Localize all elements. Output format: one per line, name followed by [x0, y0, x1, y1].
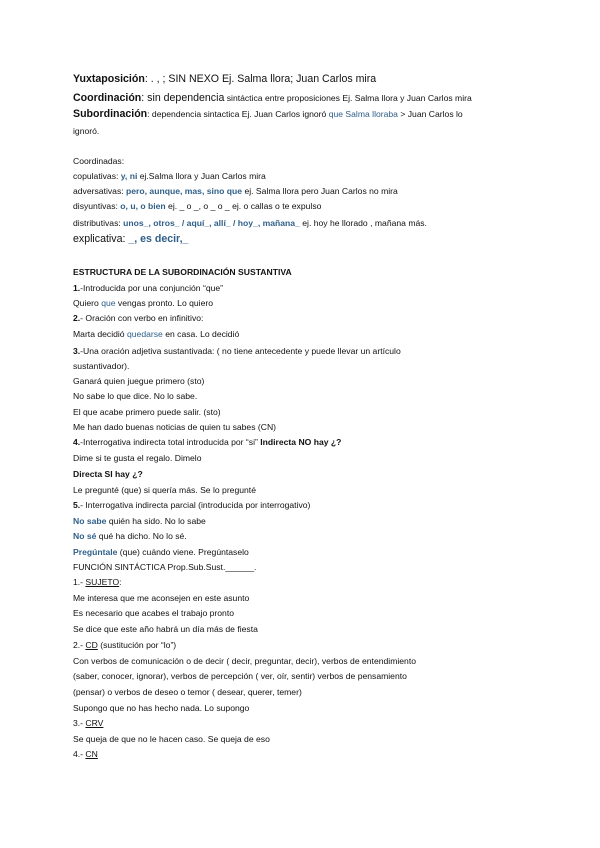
funcion-number: 1.- — [73, 577, 86, 587]
item-4-number: 4. — [73, 437, 81, 447]
item-2-text: - Oración con verbo en infinitivo: — [80, 313, 204, 323]
funcion-label: SUJETO — [85, 577, 120, 587]
funcion-text: (sustitución por “lo”) — [97, 640, 177, 650]
subordinacion-line — [73, 108, 463, 121]
item-5-example-1 — [73, 516, 206, 527]
coordinacion-label: Coordinación — [73, 92, 142, 104]
copulativas-conj: y, ni — [120, 171, 138, 181]
coordinadas-title: Coordinadas: — [73, 156, 125, 166]
item-1-number: 1. — [73, 283, 81, 293]
adversativas-conj: pero, aunque, mas, sino que — [126, 186, 243, 196]
explicativa-label: explicativa: — [73, 233, 129, 245]
item-2-example — [73, 329, 239, 340]
sujeto-example-1: Me interesa que me aconsejen en este asunto — [73, 593, 250, 603]
distributivas-label: distributivas: — [73, 218, 124, 228]
item-3-example-1: Ganará quien juegue primero (sto) — [73, 376, 205, 386]
item-2-number: 2. — [73, 313, 81, 323]
cd-description-1: Con verbos de comunicación o de decir ( decir, preguntar, decir), verbos de entendimiento — [73, 656, 416, 666]
example-text: (que) cuándo viene. Pregúntaselo — [117, 547, 249, 557]
item-4-example: Dime si te gusta el regalo. Dimelo — [73, 453, 202, 463]
item-3-example-4: Me han dado buenas noticias de quien tu sabes (CN) — [73, 422, 277, 432]
item-3-example-2: No sabe lo que dice. No lo sabe. — [73, 391, 198, 401]
item-3-example-3: El que acabe primero puede salir. (sto) — [73, 407, 221, 417]
funcion-label: CRV — [85, 718, 104, 728]
example-text: Quiero — [73, 298, 102, 308]
item-3-number: 3. — [73, 346, 81, 356]
directa-heading: Directa SI hay ¿? — [73, 469, 143, 479]
item-1-text: -Introducida por una conjunción “que” — [80, 283, 224, 293]
example-highlight: No sabe — [73, 516, 107, 526]
yuxtaposicion-line — [73, 73, 376, 86]
funcion-number: 4.- — [73, 749, 86, 759]
adversativas-line — [73, 186, 398, 197]
yuxtaposicion-label: Yuxtaposición — [73, 73, 145, 85]
directa-example: Le pregunté (que) si quería más. Se lo pregunté — [73, 485, 256, 495]
example-text: vengas pronto. Lo quiero — [115, 298, 213, 308]
item-5 — [73, 500, 310, 511]
funcion-crv — [73, 718, 103, 729]
subordinacion-example-highlight: que Salma lloraba — [328, 109, 398, 119]
item-5-example-3 — [73, 547, 249, 558]
disyuntivas-label: disyuntivas: — [73, 201, 121, 211]
cd-description-2: (saber, conocer, ignorar), verbos de percepción ( ver, oír, sentir) verbos de pensamiento — [73, 671, 407, 681]
funcion-cn — [73, 749, 98, 760]
sujeto-example-3: Se dice que este año habrá un día más de fiesta — [73, 624, 258, 634]
funcion-number: 3.- — [73, 718, 86, 728]
disyuntivas-conj: o, u, o bien — [120, 201, 166, 211]
explicativa-conj: _, es decir,_ — [128, 233, 189, 245]
item-4-text: -Interrogativa indirecta total introducida por “si” — [80, 437, 261, 447]
sujeto-example-2: Es necesario que acabes el trabajo pronto — [73, 608, 234, 618]
funcion-number: 2.- — [73, 640, 86, 650]
cd-description-3: (pensar) o verbos de deseo o temor ( desear, querer, temer) — [73, 687, 302, 697]
item-5-number: 5. — [73, 500, 81, 510]
subordinacion-line-2: ignoró. — [73, 126, 100, 136]
coordinacion-line — [73, 92, 472, 105]
funcion-label: CN — [85, 749, 98, 759]
adversativas-example: ej. Salma llora pero Juan Carlos no mira — [242, 186, 398, 196]
adversativas-label: adversativas: — [73, 186, 127, 196]
distributivas-conj: unos_, otros_ / aquí_, allí_ / hoy_, mañana_ — [123, 218, 300, 228]
estructura-title: ESTRUCTURA DE LA SUBORDINACIÓN SUSTANTIVA — [73, 267, 292, 277]
example-highlight: No sé — [73, 531, 97, 541]
yuxtaposicion-text: : . , ; SIN NEXO Ej. Salma llora; Juan Carlos mira — [144, 73, 377, 85]
coordinacion-text: sintáctica entre proposiciones Ej. Salma llora y Juan Carlos mira — [224, 93, 472, 103]
subordinacion-label: Subordinación — [73, 108, 148, 120]
example-text: qué ha dicho. No lo sé. — [96, 531, 187, 541]
distributivas-line — [73, 218, 427, 229]
item-5-example-2 — [73, 531, 187, 542]
item-1-example — [73, 298, 213, 309]
funcion-label: CD — [85, 640, 98, 650]
example-text: Marta decidió — [73, 329, 127, 339]
disyuntivas-line — [73, 201, 321, 212]
funcion-sintactica: FUNCIÓN SINTÁCTICA Prop.Sub.Sust.______. — [73, 562, 257, 572]
item-3-text: -Una oración adjetiva sustantivada: ( no tiene antecedente y puede llevar un artículo — [80, 346, 401, 356]
funcion-cd — [73, 640, 176, 651]
coordinacion-mid: : sin dependencia — [141, 92, 225, 104]
item-4 — [73, 437, 341, 448]
example-highlight: que — [101, 298, 116, 308]
funcion-text: : — [119, 577, 122, 587]
subordinacion-text: : dependencia sintactica Ej. Juan Carlos ignoró — [147, 109, 329, 119]
item-3 — [73, 346, 401, 357]
disyuntivas-example: ej. _ o _, o _ o _ ej. o callas o te expulso — [165, 201, 322, 211]
example-text: en casa. Lo decidió — [162, 329, 240, 339]
example-highlight: quedarse — [126, 329, 163, 339]
explicativa-line — [73, 233, 188, 246]
item-5-text: - Interrogativa indirecta parcial (introducida por interrogativo) — [80, 500, 311, 510]
copulativas-example: ej.Salma llora y Juan Carlos mira — [137, 171, 266, 181]
item-4-note: Indirecta NO hay ¿? — [260, 437, 342, 447]
copulativas-line — [73, 171, 266, 182]
crv-example: Se queja de que no le hacen caso. Se queja de eso — [73, 734, 270, 744]
cd-example: Supongo que no has hecho nada. Lo supongo — [73, 703, 250, 713]
funcion-sujeto — [73, 577, 122, 588]
example-text: quién ha sido. No lo sabe — [106, 516, 206, 526]
distributivas-example: ej. hoy he llorado , mañana más. — [299, 218, 427, 228]
item-3-continuation: sustantivador). — [73, 361, 130, 371]
copulativas-label: copulativas: — [73, 171, 121, 181]
item-2 — [73, 313, 203, 324]
example-highlight: Pregúntale — [73, 547, 118, 557]
subordinacion-text-end: > Juan Carlos lo — [397, 109, 463, 119]
item-1 — [73, 283, 223, 294]
